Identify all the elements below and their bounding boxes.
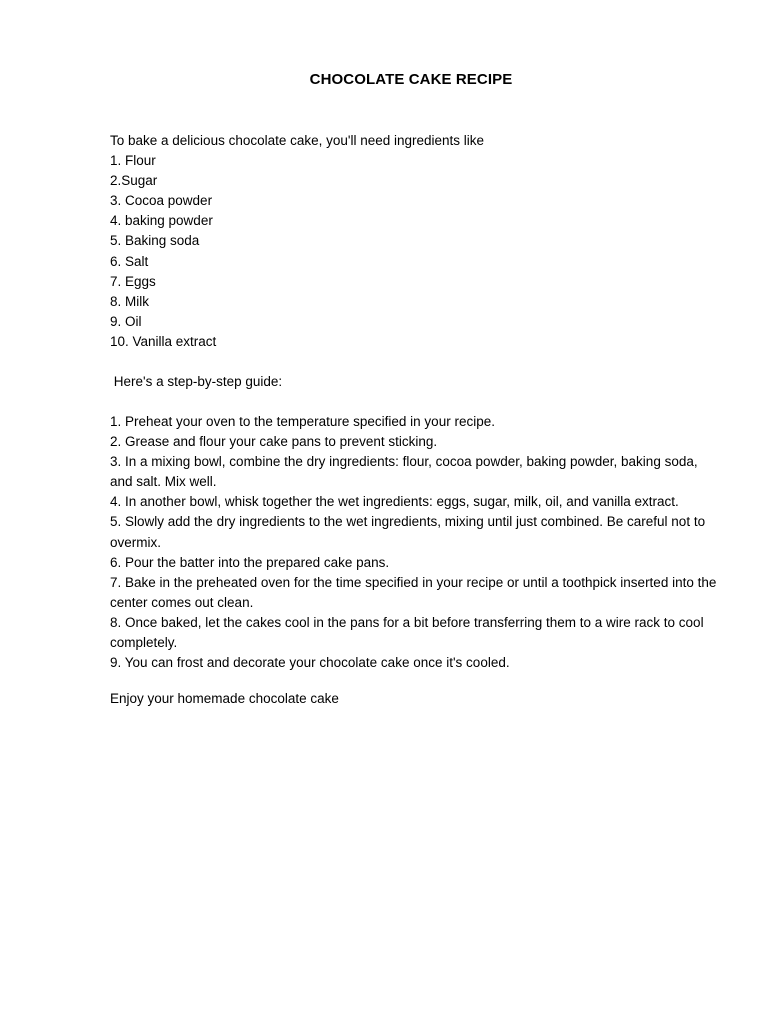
ingredient-item: 2.Sugar: [110, 173, 158, 189]
closing-text: Enjoy your homemade chocolate cake: [110, 691, 339, 706]
ingredient-item: 8. Milk: [110, 293, 150, 309]
page-title: CHOCOLATE CAKE RECIPE: [309, 71, 513, 88]
ingredients-section: [110, 131, 720, 352]
ingredient-item: 7. Eggs: [110, 273, 156, 289]
ingredient-item: 5. Baking soda: [110, 233, 200, 249]
steps-section: [110, 412, 720, 673]
ingredient-item: 4. baking powder: [110, 213, 213, 229]
step-item: 2. Grease and flour your cake pans to prevent sticking.: [110, 434, 438, 450]
step-item: 6. Pour the batter into the prepared cake pans.: [110, 554, 390, 570]
closing-section: [110, 689, 720, 709]
ingredient-item: 6. Salt: [110, 253, 149, 269]
ingredient-item: 3. Cocoa powder: [110, 193, 213, 209]
intro-text: To bake a delicious chocolate cake, you'll need ingredients like: [110, 133, 485, 148]
ingredient-item: 1. Flour: [110, 153, 156, 169]
step-item: 1. Preheat your oven to the temperature specified in your recipe.: [110, 414, 495, 429]
guide-intro: [110, 372, 720, 392]
step-item: 7. Bake in the preheated oven for the time specified in your recipe or until a toothpick inserted into the center comes out clean.: [110, 574, 717, 610]
ingredient-item: 9. Oil: [110, 313, 142, 329]
guide-intro-text: Here's a step-by-step guide:: [110, 374, 283, 389]
ingredient-item: 10. Vanilla extract: [110, 333, 217, 349]
step-item: 8. Once baked, let the cakes cool in the pans for a bit before transferring them to a wire rack to cool completely.: [110, 614, 704, 651]
step-item: 3. In a mixing bowl, combine the dry ingredients: flour, cocoa powder, baking powder, baking soda, and salt. Mix well.: [110, 454, 698, 490]
step-item: 4. In another bowl, whisk together the wet ingredients: eggs, sugar, milk, oil, and vanilla extract.: [110, 494, 679, 510]
step-item: 9. You can frost and decorate your chocolate cake once it's cooled.: [110, 655, 510, 671]
step-item: 5. Slowly add the dry ingredients to the wet ingredients, mixing until just combined. Be careful not to overmix.: [110, 514, 706, 550]
